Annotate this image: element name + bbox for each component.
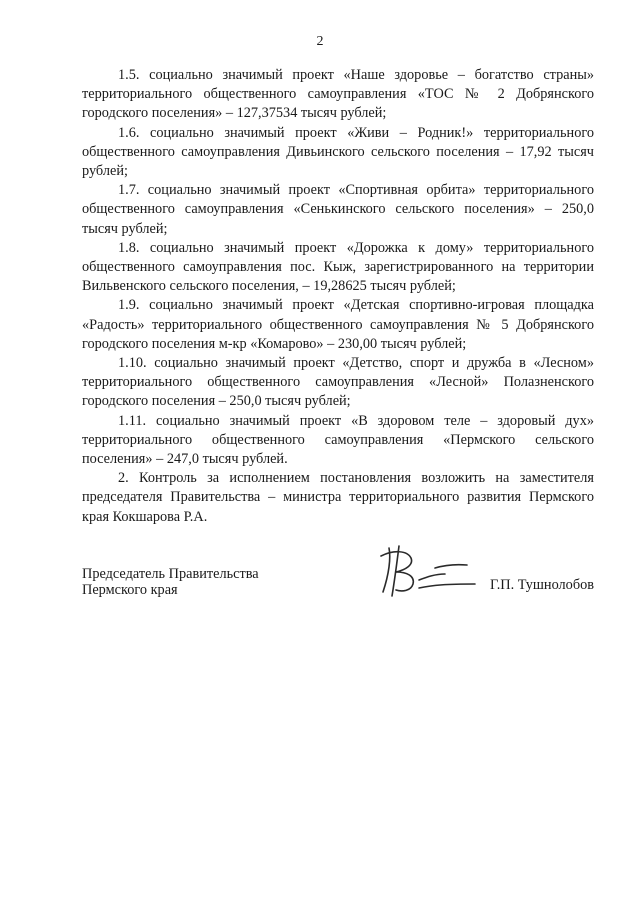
- document-body: [82, 66, 594, 527]
- signer-title-line-2: Пермского края: [82, 582, 178, 598]
- paragraph-1-7: 1.7. социально значимый проект «Спортивная орбита» территориального общественного самоуправления «Сенькинского сельского поселения» – 250,0 тысяч рублей;: [82, 182, 594, 237]
- paragraph-1-5: 1.5. социально значимый проект «Наше здоровье – богатство страны» территориального общественного самоуправления «ТОС № 2 Добрянского городского поселения» – 127,37534 тысяч рублей;: [82, 67, 594, 122]
- signer-name: Г.П. Тушнолобов: [490, 577, 594, 593]
- signature-block: [82, 566, 594, 626]
- signer-title-line-1: Председатель Правительства: [82, 566, 259, 582]
- paragraph-1-10: 1.10. социально значимый проект «Детство, спорт и дружба в «Лесном» территориального общественного самоуправления «Лесной» Полазненского городского поселения – 250,0 тысяч рублей;: [82, 355, 594, 410]
- paragraph-1-11: 1.11. социально значимый проект «В здоровом теле – здоровый дух» территориального общественного самоуправления «Пермского сельского поселения» – 247,0 тысяч рублей.: [82, 412, 594, 468]
- handwritten-signature: [375, 544, 480, 604]
- page-number: 2: [316, 34, 324, 49]
- paragraph-1-8: 1.8. социально значимый проект «Дорожка к дому» территориального общественного самоуправления пос. Кыж, зарегистрированного на территории Вильвенского сельского поселения, – 19,28625 тысяч рублей;: [82, 239, 594, 295]
- paragraph-1-9: 1.9. социально значимый проект «Детская спортивно-игровая площадка «Радость» территориального общественного самоуправления № 5 Добрянского городского поселения м-кр «Комарово» – 230,00 тысяч рублей;: [82, 297, 594, 352]
- paragraph-1-6: 1.6. социально значимый проект «Живи – Родник!» территориального общественного самоуправления Дивьинского сельского поселения – 17,92 тысяч рублей;: [82, 124, 594, 180]
- signer-title: [82, 566, 259, 598]
- paragraph-2: 2. Контроль за исполнением постановления возложить на заместителя председателя Правительства – министра территориального развития Пермского края Кокшарова Р.А.: [82, 470, 594, 525]
